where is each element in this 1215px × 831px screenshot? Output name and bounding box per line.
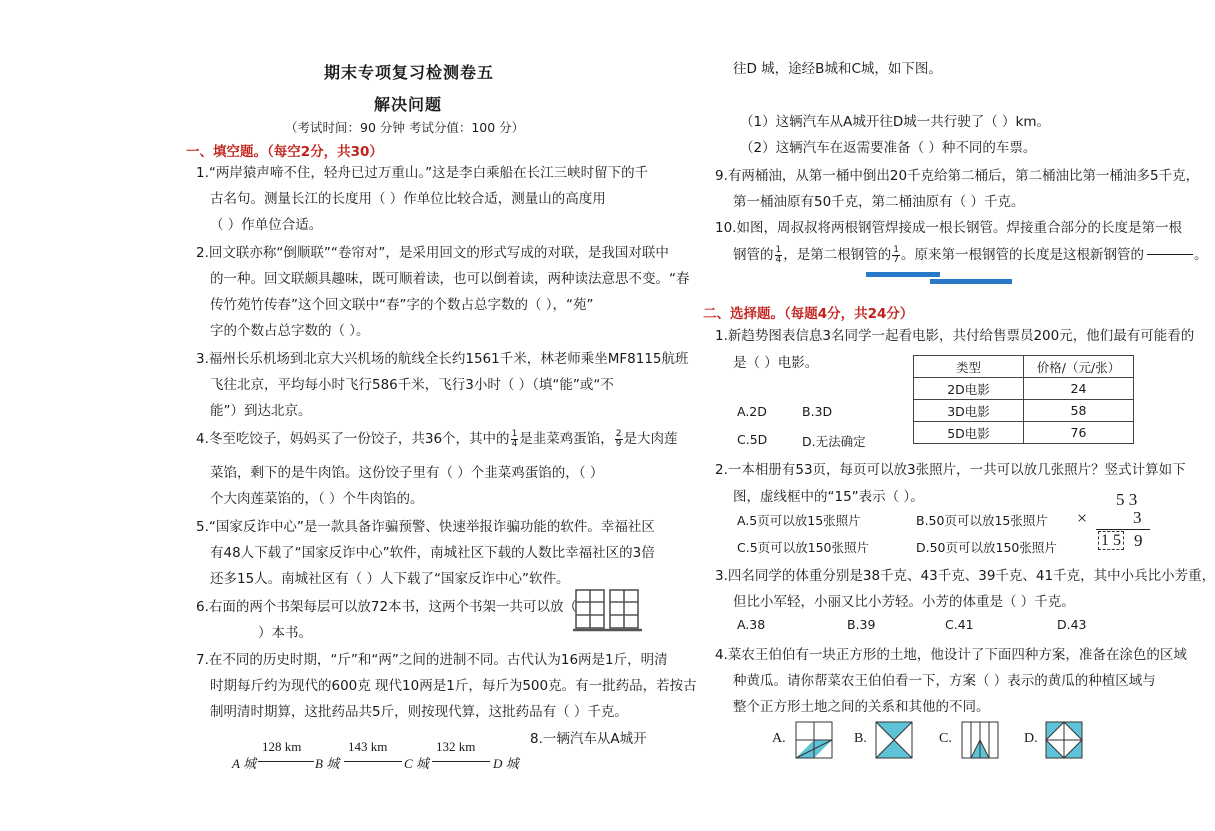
price-cell-type: 5D电影 bbox=[914, 422, 1024, 444]
q5-line3: 还多15人。南城社区有（ ）人下载了“国家反诈中心”软件。 bbox=[210, 571, 570, 587]
q6-line1: 6.右面的两个书架每层可以放72本书，这两个书架一共可以放（ bbox=[196, 599, 578, 615]
q5-line2: 有48人下载了“国家反诈中心”软件，南城社区下载的人数比幸福社区的3倍 bbox=[210, 545, 655, 561]
bookshelf-icon bbox=[572, 588, 644, 634]
s2-q2-option-d[interactable]: D.50页可以放150张照片 bbox=[916, 540, 1057, 555]
steel-pipe-first bbox=[866, 272, 940, 277]
s2-q2-line1: 2.一本相册有53页，每页可以放3张照片，一共可以放几张照片？竖式计算如下 bbox=[715, 462, 1186, 478]
calc-rule-line bbox=[1096, 529, 1150, 530]
s2-q4-option-a[interactable]: A. bbox=[772, 731, 786, 746]
s2-q2-option-c[interactable]: C.5页可以放150张照片 bbox=[737, 540, 870, 555]
q10-line1: 10.如图，周叔叔将两根钢管焊接成一根长钢管。焊接重合部分的长度是第一根 bbox=[715, 220, 1182, 236]
price-cell-value: 24 bbox=[1024, 378, 1134, 400]
square-plan-c-icon bbox=[960, 720, 1000, 760]
q8-line2: 往D 城，途经B城和C城，如下图。 bbox=[733, 61, 942, 77]
q4-line1 bbox=[196, 427, 678, 449]
calc-top-number: 5 3 bbox=[1116, 490, 1138, 509]
q8-sub2: （2）这辆汽车在返需要准备（ ）种不同的车票。 bbox=[740, 140, 1037, 156]
s2-q3-option-a[interactable]: A.38 bbox=[737, 617, 766, 632]
q3-line1: 3.福州长乐机场到北京大兴机场的航线全长约1561千米，林老师乘坐MF8115航班 bbox=[196, 351, 689, 367]
section1-heading: 一、填空题。（每空2分，共30） bbox=[186, 144, 383, 160]
s2-q4-line1: 4.菜农王伯伯有一块正方形的土地，他设计了下面四种方案，准备在涂色的区域 bbox=[715, 647, 1187, 663]
q10-text-end: 。 bbox=[1193, 247, 1208, 263]
price-cell-type: 2D电影 bbox=[914, 378, 1024, 400]
section2-heading: 二、选择题。（每题4分，共24分） bbox=[703, 306, 914, 322]
route-city-b: B 城 bbox=[315, 756, 340, 771]
s2-q1-option-c[interactable]: C.5D bbox=[737, 432, 768, 447]
q4-line2: 菜馅，剩下的是牛肉馅。这份饺子里有（ ）个韭菜鸡蛋馅的，（ ） bbox=[210, 465, 604, 481]
q4-text-c: 是大肉莲 bbox=[623, 431, 678, 447]
q4-line3: 个大肉莲菜馅的，（ ）个牛肉馅的。 bbox=[210, 491, 424, 507]
q10-answer-fraction bbox=[1147, 246, 1193, 264]
route-segment-cd bbox=[432, 761, 490, 762]
s2-q4-option-b[interactable]: B. bbox=[854, 731, 867, 746]
square-plan-a-icon bbox=[794, 720, 834, 760]
q1-line3: （ ）作单位合适。 bbox=[210, 217, 323, 233]
calc-last-digit: 9 bbox=[1134, 531, 1143, 550]
s2-q1-option-d[interactable]: D.无法确定 bbox=[802, 434, 866, 449]
q4-text-b: 是韭菜鸡蛋馅， bbox=[519, 431, 614, 447]
square-plan-b-icon bbox=[874, 720, 914, 760]
calc-times-sign: × bbox=[1077, 508, 1088, 528]
s2-q2-option-b[interactable]: B.50页可以放15张照片 bbox=[916, 513, 1048, 528]
s2-q1-line1: 1.新趋势图表信息3名同学一起看电影，共付给售票员200元，他们最有可能看的 bbox=[715, 328, 1195, 344]
q7-line2: 时期每斤约为现代的600克 现代10两是1斤，每斤为500克。有一批药品，若按古 bbox=[210, 678, 697, 694]
q9-line1: 9.有两桶油，从第一桶中倒出20千克给第二桶后，第二桶油比第一桶油多5千克， bbox=[715, 168, 1200, 184]
s2-q3-line2: 但比小军轻，小丽又比小芳轻。小芳的体重是（ ）千克。 bbox=[733, 594, 1075, 610]
q3-line2: 飞往北京，平均每小时飞行586千米，飞行3小时（ ）（填“能”或“不 bbox=[210, 377, 614, 393]
s2-q3-line1: 3.四名同学的体重分别是38千克、43千克、39千克、41千克，其中小兵比小芳重， bbox=[715, 568, 1215, 584]
q10-line2 bbox=[733, 243, 1207, 265]
calc-boxed-partial: 1 5 bbox=[1098, 531, 1124, 550]
q2-line1: 2.回文联亦称“倒顺联”“卷帘对”，是采用回文的形式写成的对联，是我国对联中 bbox=[196, 245, 669, 261]
q4-fraction-1: $\frac{1}{4}$ bbox=[511, 428, 518, 449]
q10-text-a: 钢管的 bbox=[733, 247, 774, 263]
q5-line1: 5.“国家反诈中心”是一款具备诈骗预警、快速举报诈骗功能的软件。幸福社区 bbox=[196, 519, 655, 535]
price-header-type: 类型 bbox=[914, 356, 1024, 378]
price-cell-type: 3D电影 bbox=[914, 400, 1024, 422]
s2-q4-line2: 种黄瓜。请你帮菜农王伯伯看一下，方案（ ）表示的黄瓜的种植区域与 bbox=[733, 673, 1156, 689]
q2-line2: 的一种。回文联颇具趣味，既可顺着读，也可以倒着读，两种读法意思不变。“春 bbox=[210, 271, 690, 287]
price-table-header bbox=[914, 356, 1134, 378]
s2-q2-option-a[interactable]: A.5页可以放15张照片 bbox=[737, 513, 861, 528]
price-table bbox=[913, 355, 1134, 444]
steel-pipe-second bbox=[930, 279, 1012, 284]
page-title: 期末专项复习检测卷五 bbox=[324, 63, 495, 82]
table-row bbox=[914, 400, 1134, 422]
s2-q1-line2: 是（ ）电影。 bbox=[733, 355, 819, 371]
q10-text-c: 。原来第一根钢管的长度是这根新钢管的 bbox=[900, 247, 1144, 263]
s2-q3-option-c[interactable]: C.41 bbox=[945, 617, 974, 632]
page-subtitle: 解决问题 bbox=[374, 95, 443, 114]
route-segment-ab bbox=[258, 761, 314, 762]
s2-q3-option-b[interactable]: B.39 bbox=[847, 617, 876, 632]
price-header-price: 价格/（元/张） bbox=[1024, 356, 1134, 378]
q8-sub1: （1）这辆汽车从A城开往D城一共行驶了（ ）km。 bbox=[740, 114, 1050, 130]
s2-q4-option-d[interactable]: D. bbox=[1024, 731, 1038, 746]
s2-q1-option-b[interactable]: B.3D bbox=[802, 404, 833, 419]
s2-q4-line3: 整个正方形土地之间的关系和其他的不同。 bbox=[733, 699, 990, 715]
q10-fraction-1: $\frac{1}{4}$ bbox=[775, 244, 782, 265]
q4-fraction-2: $\frac{2}{9}$ bbox=[615, 428, 622, 449]
table-row bbox=[914, 422, 1134, 444]
q4-text-a: 4.冬至吃饺子，妈妈买了一份饺子，共36个，其中的 bbox=[196, 431, 510, 447]
s2-q4-option-c[interactable]: C. bbox=[939, 731, 952, 746]
route-distance-cd: 132 km bbox=[436, 739, 476, 754]
q7-line1: 7.在不同的历史时期，“斤”和“两”之间的进制不同。古代认为16两是1斤，明清 bbox=[196, 652, 668, 668]
route-distance-bc: 143 km bbox=[348, 739, 388, 754]
table-row bbox=[914, 378, 1134, 400]
route-city-c: C 城 bbox=[404, 756, 429, 771]
q8-lead: 8.一辆汽车从A城开 bbox=[530, 731, 647, 747]
q7-line3: 制明清时期算，这批药品共5斤，则按现代算，这批药品有（ ）千克。 bbox=[210, 704, 628, 720]
price-cell-value: 58 bbox=[1024, 400, 1134, 422]
route-city-a: A 城 bbox=[232, 756, 256, 771]
q3-line3: 能”）到达北京。 bbox=[210, 403, 312, 419]
square-plan-d-icon bbox=[1044, 720, 1084, 760]
q2-line3: 传竹苑竹传春”这个回文联中“春”字的个数占总字数的（ ），“苑” bbox=[210, 297, 594, 313]
s2-q2-line2: 图，虚线框中的“15”表示（ ）。 bbox=[733, 489, 924, 505]
s2-q1-option-a[interactable]: A.2D bbox=[737, 404, 767, 419]
exam-info: （考试时间：90 分钟 考试分值：100 分） bbox=[285, 120, 525, 135]
route-segment-bc bbox=[344, 761, 402, 762]
route-distance-ab: 128 km bbox=[262, 739, 302, 754]
price-cell-value: 76 bbox=[1024, 422, 1134, 444]
q10-text-b: ，是第二根钢管的 bbox=[783, 247, 892, 263]
s2-q3-option-d[interactable]: D.43 bbox=[1057, 617, 1087, 632]
q2-line4: 字的个数占总字数的（ ）。 bbox=[210, 323, 370, 339]
q6-line2: ）本书。 bbox=[258, 625, 312, 641]
q1-line1: 1.“两岸猿声啼不住，轻舟已过万重山。”这是李白乘船在长江三峡时留下的千 bbox=[196, 165, 649, 181]
q9-line2: 第一桶油原有50千克，第二桶油原有（ ）千克。 bbox=[733, 194, 1025, 210]
q10-fraction-2: $\frac{1}{7}$ bbox=[893, 244, 899, 265]
route-city-d: D 城 bbox=[493, 756, 519, 771]
calc-multiplier: 3 bbox=[1133, 508, 1142, 527]
q1-line2: 古名句。测量长江的长度用（ ）作单位比较合适，测量山的高度用 bbox=[210, 191, 606, 207]
